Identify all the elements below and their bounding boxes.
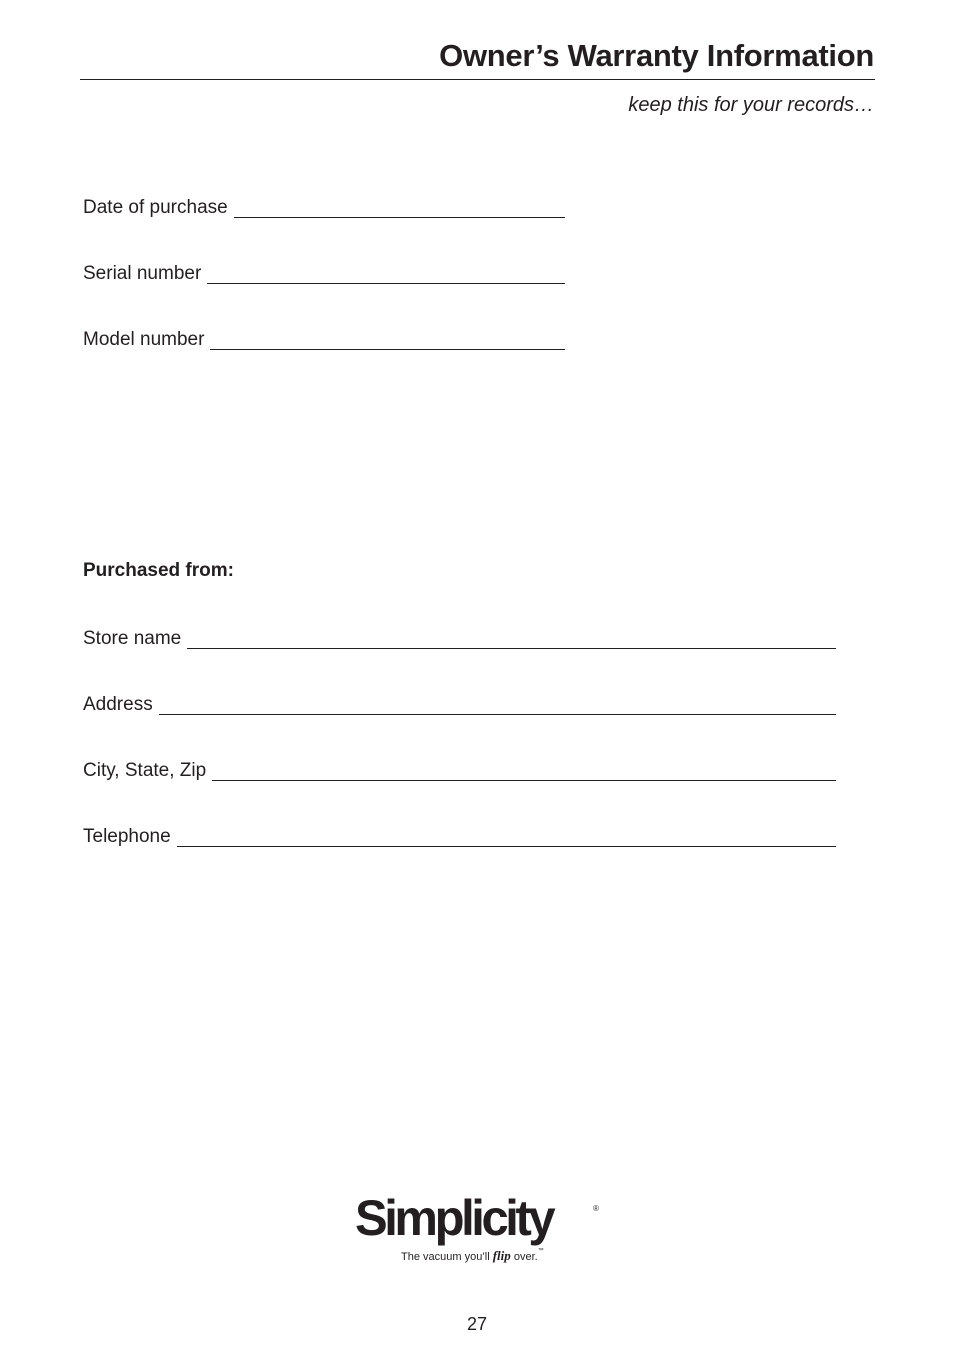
telephone-line[interactable] [177,846,836,847]
brand-tagline [401,1248,544,1264]
date-of-purchase-label: Date of purchase [83,197,228,218]
store-name-field[interactable] [83,624,836,650]
tagline-emphasis: flip [492,1248,511,1263]
trademark-mark: ™ [537,1248,544,1254]
title-rule [80,79,875,80]
address-field[interactable] [83,690,836,716]
page-title: Owner’s Warranty Information [439,38,874,73]
model-number-label: Model number [83,329,205,350]
telephone-label: Telephone [83,826,171,847]
registered-mark: ® [593,1204,599,1213]
serial-number-label: Serial number [83,263,202,284]
city-state-zip-line[interactable] [212,780,836,781]
store-name-line[interactable] [187,648,836,649]
serial-number-line[interactable] [207,283,565,284]
store-name-label: Store name [83,628,182,649]
city-state-zip-field[interactable] [83,756,836,782]
serial-number-field[interactable] [83,259,565,285]
date-of-purchase-field[interactable] [83,193,565,219]
address-label: Address [83,694,153,715]
address-line[interactable] [159,714,836,715]
page-number: 27 [466,1314,488,1334]
simplicity-logo [355,1190,605,1263]
model-number-line[interactable] [210,349,565,350]
tagline-text-end: over. [513,1251,538,1263]
tagline-text-start: The vacuum you’ll [401,1251,490,1263]
page-subtitle: keep this for your records… [628,94,874,116]
city-state-zip-label: City, State, Zip [83,760,207,781]
date-of-purchase-line[interactable] [234,217,565,218]
model-number-field[interactable] [83,325,565,351]
brand-wordmark: Simplicity [355,1190,553,1246]
telephone-field[interactable] [83,822,836,848]
purchased-from-heading: Purchased from: [83,560,234,581]
